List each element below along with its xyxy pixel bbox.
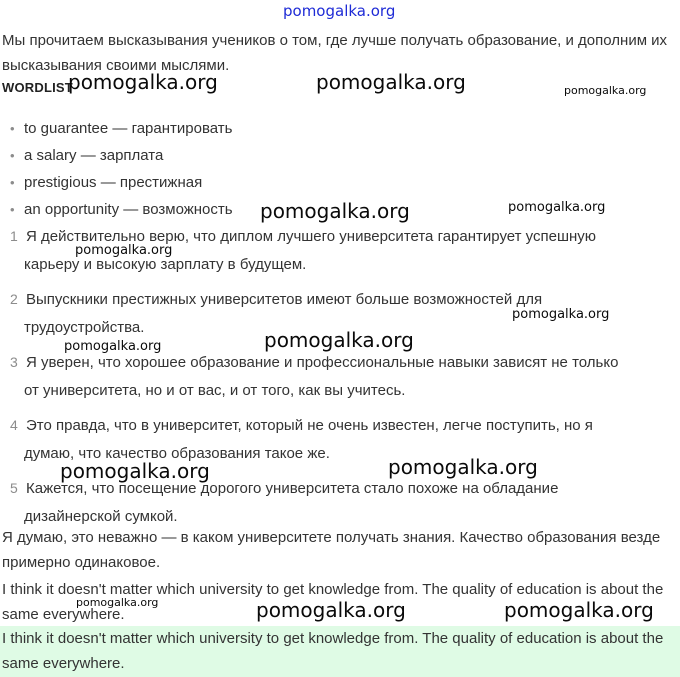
watermark-text: pomogalka.org [512,307,610,322]
watermark-text: pomogalka.org [75,243,173,258]
watermark-text: pomogalka.org [564,84,647,97]
watermark-text: pomogalka.org [508,200,606,215]
intro-text: Мы прочитаем высказывания учеников о том, где лучше получать образование, и дополним их высказывания своими мыслями. [2,32,668,74]
wordlist-item [10,196,233,223]
wordlist-item [10,142,233,169]
answer-english: I think it doesn't matter which university to get knowledge from. The quality of education is about the same everywhere. [2,630,664,672]
watermark-text: pomogalka.org [256,598,406,622]
watermark-text: pomogalka.org [316,70,466,94]
wordlist [10,115,233,223]
statement-text: Я уверен, что хорошее образование и профессиональные навыки зависят не только [26,354,619,371]
statement-text-continued: дизайнерской сумкой. [24,508,178,525]
watermark-text: pomogalka.org [260,199,410,223]
bullet-icon: • [10,175,15,190]
watermark-text: pomogalka.org [68,70,218,94]
statement-number: 1 [10,228,18,244]
statement-text: Кажется, что посещение дорогого университета стало похоже на обладание [26,480,559,497]
wordlist-item [10,115,233,142]
wordlist-title: WORDLIST [2,80,73,95]
wordlist-item-text: an opportunity — возможность [24,201,233,218]
watermark-text: pomogalka.org [60,459,210,483]
watermark-text: pomogalka.org [264,328,414,352]
wordlist-item-text: prestigious — престижная [24,174,203,191]
statement-text-continued: думаю, что качество образования такое же. [24,445,330,462]
statement-text-continued: трудоустройства. [24,319,145,336]
statement-number: 5 [10,480,18,496]
watermark-text: pomogalka.org [283,2,396,20]
statement-text: Выпускники престижных университетов имеют больше возможностей для [26,291,543,308]
statement-text-continued: карьеру и высокую зарплату в будущем. [24,256,307,273]
statement-number: 2 [10,291,18,307]
wordlist-item-text: to guarantee — гарантировать [24,120,233,137]
watermark-text: pomogalka.org [388,455,538,479]
statement-3 [10,348,678,405]
wordlist-item [10,169,233,196]
opinion-english: I think it doesn't matter which university to get knowledge from. The quality of education is about the same everywhere. [2,581,664,623]
statement-text-continued: от университета, но и от вас, и от того, как вы учитесь. [24,382,406,399]
bullet-icon: • [10,202,15,217]
statement-number: 4 [10,417,18,433]
bullet-icon: • [10,148,15,163]
statement-text: Это правда, что в университет, который не очень известен, легче поступить, но я [26,417,593,434]
bullet-icon: • [10,121,15,136]
statement-number: 3 [10,354,18,370]
watermark-text: pomogalka.org [64,339,162,354]
wordlist-item-text: a salary — зарплата [24,147,164,164]
opinion-russian: Я думаю, это неважно — в каком университете получать знания. Качество образования везде примерно одинаковое. [2,529,661,571]
statement-text: Я действительно верю, что диплом лучшего университета гарантирует успешную [26,228,597,245]
watermark-text: pomogalka.org [76,596,159,609]
watermark-text: pomogalka.org [504,598,654,622]
